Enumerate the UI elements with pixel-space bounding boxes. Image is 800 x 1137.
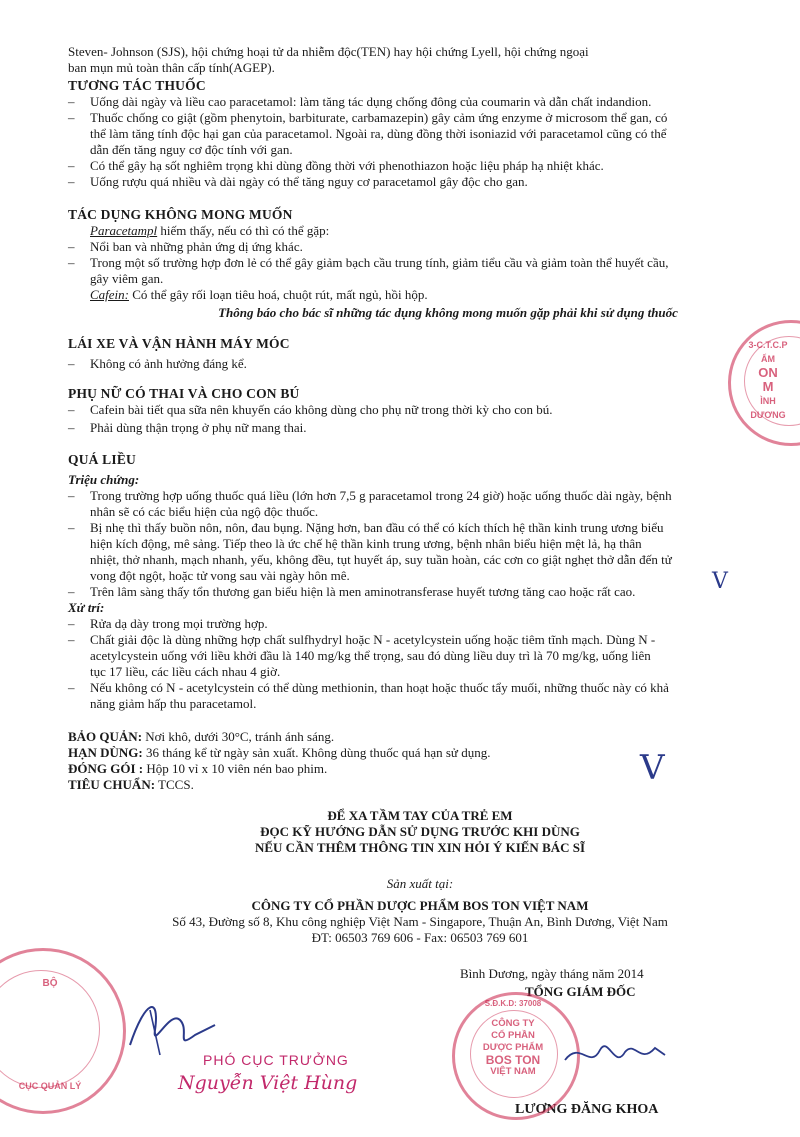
list-item: – Trong một số trường hợp đơn lẻ có thể gây giảm bạch cầu trung tính, giảm tiểu cầu và giảm toàn thể huyết cầu, gây viêm gan.: [68, 255, 669, 286]
notice-text: Thông báo cho bác sĩ những tác dụng không mong muốn gặp phải khi sử dụng thuốc: [218, 305, 678, 320]
warnings-block: [60, 808, 780, 856]
warning-line: ĐỂ XA TẦM TAY CỦA TRẺ EM: [327, 808, 513, 823]
deputy-signature: [120, 990, 230, 1070]
director-signature: [560, 1030, 670, 1080]
manufacturer-block: [60, 876, 780, 946]
list-item: – Cafein bài tiết qua sữa nên khuyến cáo không dùng cho phụ nữ trong thời kỳ cho con bú.: [68, 402, 553, 417]
cafein-line: Cafein: Có thể gây rối loạn tiêu hoá, chuột rút, mất ngủ, hồi hộp.: [90, 287, 428, 302]
date-line: Bình Dương, ngày tháng năm 2014: [460, 966, 644, 981]
list-item: – Uống dài ngày và liều cao paracetamol: làm tăng tác dụng chống đông của coumarin và dẫn chất indandion.: [68, 94, 652, 109]
stamp-edge-text: 3-C.T.C.P ẨM ON M ÌNH DƯƠNG: [748, 340, 788, 420]
section-heading: TƯƠNG TÁC THUỐC: [68, 78, 206, 93]
overdose-section: [68, 450, 768, 712]
deputy-name: Nguyễn Việt Hùng: [178, 1072, 358, 1094]
warning-line: NẾU CẦN THÊM THÔNG TIN XIN HỎI Ý KIẾN BÁC SĨ: [254, 840, 586, 855]
list-item: – Có thể gây hạ sốt nghiêm trọng khi dùng đồng thời với phenothiazon hoặc liệu pháp hạ nhiệt khác.: [68, 158, 604, 173]
made-at-label: Sản xuất tại:: [386, 876, 454, 891]
standard-row: TIÊU CHUẨN: TCCS.: [68, 777, 194, 792]
driving-section: [68, 334, 768, 372]
list-item: – Phải dùng thận trọng ở phụ nữ mang thai.: [68, 420, 307, 435]
side-effects-intro: Paracetampl hiếm thấy, nếu có thì có thể gặp:: [90, 223, 330, 238]
pregnancy-section: [68, 384, 768, 436]
deputy-title: PHÓ CỤC TRƯỞNG: [203, 1052, 349, 1068]
check-mark: V: [712, 569, 728, 594]
company-phone: ĐT: 06503 769 606 - Fax: 06503 769 601: [311, 930, 529, 945]
ministry-stamp-bottom: CỤC QUẢN LÝ: [18, 1081, 82, 1091]
intro-line: ban mụn mủ toàn thân cấp tính(AGEP).: [68, 60, 275, 75]
list-item: – Uống rượu quá nhiều và dài ngày có thể tăng nguy cơ paracetamol gây độc cho gan.: [68, 174, 528, 189]
list-item: – Nổi ban và những phản ứng dị ứng khác.: [68, 239, 303, 254]
list-item: – Bị nhẹ thì thấy buồn nôn, nôn, đau bụng. Nặng hơn, ban đầu có thể có kích thích hệ thần kinh trung ương biểu hiện kích động, mê sảng. Tiếp theo là ức chế hệ thần kinh trung ương, bệnh nhân biểu hiện mệt lả, hạ thân nhiệt, thở nhanh, mạch nhanh, yếu, không đều, tụt huyết áp, suy tuần hoàn, các cơn co giật nghẹt thở dẫn đến tử vong đột ngột, hoặc tử vong sau vài ngày hôn mê.: [68, 520, 672, 583]
warning-line: ĐỌC KỸ HƯỚNG DẪN SỬ DỤNG TRƯỚC KHI DÙNG: [260, 824, 580, 839]
side-effects-section: [68, 205, 768, 321]
section-heading: PHỤ NỮ CÓ THAI VÀ CHO CON BÚ: [68, 386, 300, 401]
ministry-stamp-top: BỘ: [42, 978, 58, 989]
packaging-row: ĐÓNG GÓI : Hộp 10 vỉ x 10 viên nén bao phim.: [68, 761, 328, 776]
list-item: – Thuốc chống co giật (gồm phenytoin, barbiturate, carbamazepin) gây cảm ứng enzyme ở microsom thể gan, có thể làm tăng tính độc hại gan của paracetamol. Ngoài ra, dùng đồng thời isoniazid với paracetamol cũng có thể dẫn đến tăng nguy cơ độc tính với gan.: [68, 110, 668, 157]
list-item: – Nếu không có N - acetylcystein có thể dùng methionin, than hoạt hoặc thuốc tẩy muối, những thuốc này có khả năng giảm hấp thu paracetamol.: [68, 680, 669, 711]
check-mark: V: [640, 748, 665, 788]
list-item: – Chất giải độc là dùng những hợp chất sulfhydryl hoặc N - acetylcystein uống hoặc tiêm tĩnh mạch. Dùng N - acetylcystein uống với liều khởi đầu là 140 mg/kg thể trọng, sau đó dùng liều duy trì là 70 mg/kg, uống liên tục 17 liều, các liều cách nhau 4 giờ.: [68, 632, 656, 679]
signer-name: LƯƠNG ĐĂNG KHOA: [515, 1102, 659, 1117]
intro-text: [68, 44, 768, 76]
director-title: TỔNG GIÁM ĐỐC: [525, 984, 636, 999]
company-seal-ring: S.Đ.K.D: 37008: [484, 999, 542, 1008]
section-heading: QUÁ LIỀU: [68, 452, 136, 467]
list-item: – Không có ảnh hưởng đáng kể.: [68, 356, 247, 371]
section-heading: LÁI XE VÀ VẬN HÀNH MÁY MÓC: [68, 336, 290, 351]
list-item: – Trên lâm sàng thấy tổn thương gan biểu hiện là men aminotransferase huyết tương tăng cao hoặc rất cao.: [68, 584, 636, 599]
treatment-label: Xử trí:: [68, 600, 105, 615]
intro-line: Steven- Johnson (SJS), hội chứng hoại tử da nhiễm độc(TEN) hay hội chứng Lyell, hội chứng ngoại: [68, 44, 589, 59]
company-seal-text: CÔNG TY CỔ PHẦN DƯỢC PHẨM BOS TON VIỆT NAM: [482, 1018, 544, 1077]
list-item: – Rửa dạ dày trong mọi trường hợp.: [68, 616, 268, 631]
interactions-section: [68, 76, 768, 190]
company-name: CÔNG TY CỔ PHẦN DƯỢC PHẨM BOS TON VIỆT NAM: [251, 898, 589, 913]
symptoms-label: Triệu chứng:: [68, 472, 140, 487]
storage-row: BẢO QUẢN: Nơi khô, dưới 30°C, tránh ánh sáng.: [68, 729, 335, 744]
company-address: Số 43, Đường số 8, Khu công nghiệp Việt Nam - Singapore, Thuận An, Bình Dương, Việt Nam: [172, 914, 668, 929]
list-item: – Trong trường hợp uống thuốc quá liều (lớn hơn 7,5 g paracetamol trong 24 giờ) hoặc uống thuốc dài ngày, bệnh nhân sẽ có các biểu hiện của ngộ độc thuốc.: [68, 488, 672, 519]
shelf-life-row: HẠN DÙNG: 36 tháng kể từ ngày sản xuất. Không dùng thuốc quá hạn sử dụng.: [68, 745, 491, 760]
section-heading: TÁC DỤNG KHÔNG MONG MUỐN: [68, 207, 293, 222]
